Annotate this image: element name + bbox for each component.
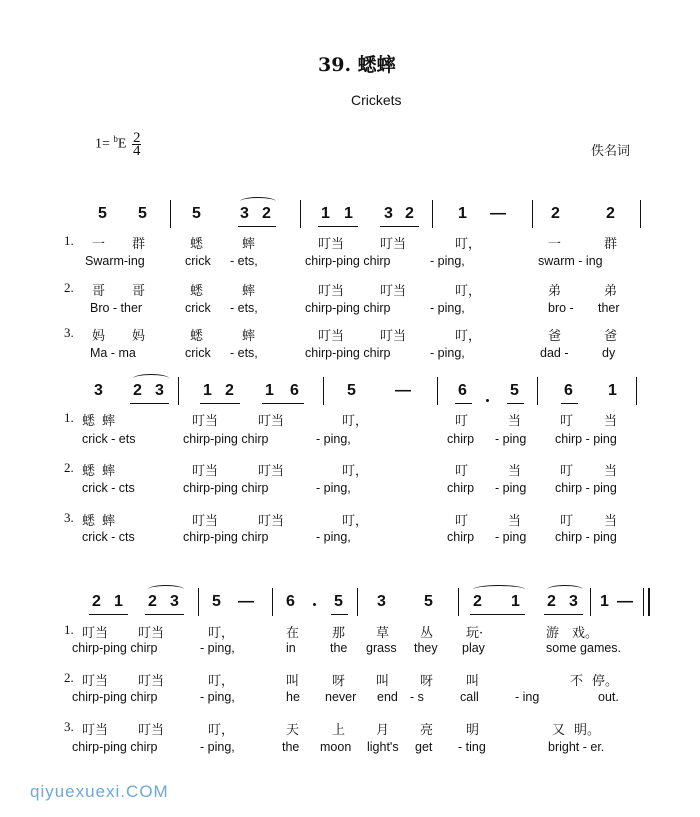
lyric-chinese: 丛 [420,626,434,641]
note: 2 [551,205,560,222]
lyric-chinese: 一 [548,237,562,252]
note: 1 [265,382,274,399]
lyric-chinese: 戏。 [572,626,599,641]
lyric-english: bright - er. [548,740,605,754]
beat-underline [380,226,419,227]
lyric-english: call [460,690,479,704]
barline [432,200,433,228]
lyric-chinese: 月 [376,723,390,738]
beat-underline [130,403,169,404]
lyric-chinese: 叫 [286,674,300,689]
note: — [490,205,506,222]
note: — [617,593,633,610]
lyric-english: chirp - ping [555,530,617,544]
lyric-chinese: 蟋 [82,514,96,529]
lyric-english: - ping [495,481,527,495]
barline [636,377,637,405]
beat-underline [470,614,525,615]
lyric-chinese: 当 [508,414,522,429]
beat-underline [89,614,128,615]
note: 1 [344,205,353,222]
barline [178,377,179,405]
lyric-chinese: 妈 [92,329,106,344]
time-bottom: 4 [132,143,141,159]
lyric-chinese: 爸 [548,329,562,344]
lyric-english: chirp [447,432,475,446]
lyric-english: - ping, [200,690,235,704]
lyric-english: crick [185,346,211,360]
lyric-chinese: 叮， [455,237,482,252]
beat-underline [331,614,348,615]
note: 5 [98,205,107,222]
lyric-chinese: 当 [604,464,618,479]
lyric-chinese: 群 [132,237,146,252]
lyric-chinese: 叮， [208,674,235,689]
lyric-chinese: 叫 [466,674,480,689]
barline [643,588,644,616]
lyric-english: chirp-ping chirp [72,641,158,655]
lyric-chinese: 呀 [332,674,346,689]
note: 5 [347,382,356,399]
lyric-english: dy [602,346,616,360]
lyric-chinese: 蟀 [242,329,256,344]
lyric-chinese: 呀 [420,674,434,689]
note: 5 [510,382,519,399]
lyric-english: chirp [447,530,475,544]
verse-number: 1. [64,233,74,248]
key-flat: b [113,134,118,145]
lyric-english: chirp-ping chirp [183,481,269,495]
note: — [238,593,254,610]
lyric-english: crick - cts [82,481,135,495]
note: 3 [155,382,164,399]
lyric-chinese: 弟 [604,284,618,299]
note: 2 [547,593,556,610]
lyric-chinese: 蟀 [242,284,256,299]
slur [240,197,276,206]
note: 1 [114,593,123,610]
beat-underline [507,403,524,404]
lyric-english: end [377,690,398,704]
lyric-english: in [286,641,296,655]
lyric-english: crick [185,254,211,268]
lyric-english: - ets, [230,346,258,360]
lyric-chinese: 妈 [132,329,146,344]
note: 6 [290,382,299,399]
lyric-english: - ping [495,530,527,544]
lyric-chinese: 明。 [574,723,601,738]
lyric-english: chirp-ping chirp [183,530,269,544]
lyric-english: bro - [548,301,574,315]
lyric-english: some games. [546,641,622,655]
lyric-chinese: 叮 [560,414,574,429]
verse-number: 3. [64,325,74,340]
note: 2 [405,205,414,222]
lyric-english: chirp-ping chirp [183,432,269,446]
barline [170,200,171,228]
lyric-chinese: 叮当 [192,414,219,429]
note: 1 [511,593,520,610]
lyric-english: chirp-ping chirp [305,301,391,315]
watermark: qiyuexuexi.COM [30,782,169,801]
lyric-chinese: 不 [570,674,584,689]
lyric-chinese: 叮， [455,329,482,344]
lyric-english: - ting [458,740,486,754]
lyric-english: ther [598,301,620,315]
lyric-english: Ma - ma [90,346,136,360]
lyric-english: crick - cts [82,530,135,544]
lyric-chinese: 哥 [132,284,146,299]
lyric-chinese: 叮当 [138,626,165,641]
lyric-english: Bro - ther [90,301,143,315]
note: 3 [170,593,179,610]
lyric-chinese: 上 [332,723,346,738]
lyric-chinese: 叮 [455,514,469,529]
lyric-chinese: 叮 [560,514,574,529]
note: 1 [600,593,609,610]
barline [590,588,591,616]
time-signature [132,132,142,157]
note: 5 [138,205,147,222]
lyric-chinese: 当 [508,464,522,479]
lyric-english: - ing [515,690,540,704]
lyric-english: - ets, [230,254,258,268]
lyric-english: - ping [495,432,527,446]
barline [537,377,538,405]
slur [133,374,169,383]
verse-number: 3. [64,510,74,525]
note: 3 [384,205,393,222]
lyric-chinese: 叮当 [318,237,345,252]
lyric-english: - ping, [430,346,465,360]
slur [148,585,184,594]
note: 1 [608,382,617,399]
note: 5 [192,205,201,222]
note: 6 [564,382,573,399]
lyric-chinese: 蟋 [82,414,96,429]
lyric-english: chirp-ping chirp [72,690,158,704]
note: 1 [203,382,212,399]
lyric-english: - ping, [200,740,235,754]
verse-number: 2. [64,280,74,295]
note: 6 [458,382,467,399]
song-subtitle: Crickets [351,92,402,108]
lyric-english: never [325,690,357,704]
key-prefix: 1= [95,136,114,152]
beat-underline [561,403,578,404]
barline [532,200,533,228]
lyric-english: get [415,740,433,754]
augmentation-dot [486,399,489,402]
lyric-chinese: 玩· [466,626,484,641]
lyric-chinese: 叮当 [318,284,345,299]
song-title: 39. 蟋蟀 [318,54,396,76]
lyric-chinese: 蟋 [190,284,204,299]
barline [300,200,301,228]
note: 6 [286,593,295,610]
lyric-chinese: 叮当 [138,723,165,738]
lyric-chinese: 叫 [376,674,390,689]
barline [458,588,459,616]
beat-underline [200,403,240,404]
lyric-chinese: 游 [546,626,560,641]
lyric-chinese: 草 [376,626,390,641]
lyric-english: swarm - ing [538,254,603,268]
note: 2 [473,593,482,610]
beat-underline [455,403,472,404]
lyric-english: - s [410,690,424,704]
barline [323,377,324,405]
lyric-english: chirp-ping chirp [305,346,391,360]
lyric-chinese: 叮当 [82,674,109,689]
lyric-english: chirp - ping [555,432,617,446]
lyric-chinese: 叮当 [258,514,285,529]
lyric-chinese: 叮当 [82,626,109,641]
lyric-chinese: 叮， [342,414,369,429]
note: 3 [569,593,578,610]
lyric-english: the [282,740,300,754]
beat-underline [238,226,276,227]
lyric-english: - ping, [430,254,465,268]
lyric-chinese: 叮当 [318,329,345,344]
note: 2 [133,382,142,399]
lyric-chinese: 蟀 [102,464,116,479]
lyric-chinese: 蟀 [102,414,116,429]
slur [547,585,583,594]
verse-number: 3. [64,719,74,734]
note: 5 [334,593,343,610]
note: 2 [92,593,101,610]
lyric-english: the [330,641,348,655]
lyric-chinese: 哥 [92,284,106,299]
lyric-chinese: 在 [286,626,300,641]
barline [437,377,438,405]
lyric-chinese: 叮当 [192,464,219,479]
barline [357,588,358,616]
lyric-chinese: 停。 [592,674,619,689]
lyric-chinese: 叮， [342,514,369,529]
lyric-english: - ping, [316,530,351,544]
lyric-chinese: 叮当 [380,329,407,344]
lyric-chinese: 叮， [342,464,369,479]
lyric-english: chirp-ping chirp [72,740,158,754]
note: 1 [458,205,467,222]
note: 2 [225,382,234,399]
note: 3 [377,593,386,610]
lyric-english: moon [320,740,352,754]
note: 5 [212,593,221,610]
lyric-english: - ping, [200,641,235,655]
lyric-english: - ping, [316,432,351,446]
note: 3 [94,382,103,399]
note: 2 [262,205,271,222]
barline [640,200,641,228]
lyric-chinese: 蟀 [242,237,256,252]
lyric-english: he [286,690,300,704]
lyric-chinese: 蟀 [102,514,116,529]
beat-underline [544,614,583,615]
lyric-english: out. [598,690,619,704]
lyric-english: crick - ets [82,432,136,446]
lyric-chinese: 弟 [548,284,562,299]
lyric-chinese: 叮当 [258,414,285,429]
lyric-chinese: 明 [466,723,480,738]
augmentation-dot [313,603,316,606]
lyric-english: chirp-ping chirp [305,254,391,268]
lyric-english: - ping, [430,301,465,315]
lyric-chinese: 群 [604,237,618,252]
lyric-chinese: 天 [286,723,300,738]
lyric-chinese: 爸 [604,329,618,344]
lyric-chinese: 叮， [208,723,235,738]
lyric-chinese: 亮 [420,723,434,738]
note: 3 [240,205,249,222]
lyric-chinese: 叮当 [192,514,219,529]
lyric-english: light's [367,740,399,754]
lyric-chinese: 蟋 [190,237,204,252]
lyric-english: Swarm-ing [85,254,145,268]
lyric-chinese: 蟋 [190,329,204,344]
note: 2 [606,205,615,222]
lyric-chinese: 叮 [455,464,469,479]
lyric-chinese: 叮当 [82,723,109,738]
lyric-english: - ping, [316,481,351,495]
lyric-chinese: 叮 [455,414,469,429]
lyric-english: chirp [447,481,475,495]
slur [473,585,525,594]
lyric-chinese: 叮当 [380,237,407,252]
beat-underline [145,614,184,615]
lyric-english: dad - [540,346,569,360]
verse-number: 2. [64,670,74,685]
lyric-chinese: 叮， [455,284,482,299]
lyric-chinese: 又 [552,723,566,738]
lyric-english: play [462,641,485,655]
time-top: 2 [132,130,141,146]
lyricist-credit: 佚名词 [591,144,631,159]
note: 5 [424,593,433,610]
beat-underline [318,226,358,227]
note: 2 [148,593,157,610]
lyric-english: grass [366,641,397,655]
barline [198,588,199,616]
lyric-chinese: 当 [508,514,522,529]
lyric-chinese: 叮当 [138,674,165,689]
verse-number: 1. [64,410,74,425]
beat-underline [262,403,304,404]
lyric-chinese: 一 [92,237,106,252]
lyric-chinese: 叮， [208,626,235,641]
lyric-chinese: 当 [604,514,618,529]
note: 1 [321,205,330,222]
note: — [395,382,411,399]
verse-number: 1. [64,622,74,637]
lyric-chinese: 叮 [560,464,574,479]
key-signature [95,132,141,157]
barline [272,588,273,616]
lyric-english: - ets, [230,301,258,315]
final-barline [648,588,650,616]
verse-number: 2. [64,460,74,475]
lyric-english: chirp - ping [555,481,617,495]
lyric-english: crick [185,301,211,315]
lyric-chinese: 蟋 [82,464,96,479]
lyric-chinese: 那 [332,626,346,641]
lyric-english: they [414,641,438,655]
lyric-chinese: 叮当 [258,464,285,479]
lyric-chinese: 叮当 [380,284,407,299]
lyric-chinese: 当 [604,414,618,429]
key-note: E [117,136,127,152]
